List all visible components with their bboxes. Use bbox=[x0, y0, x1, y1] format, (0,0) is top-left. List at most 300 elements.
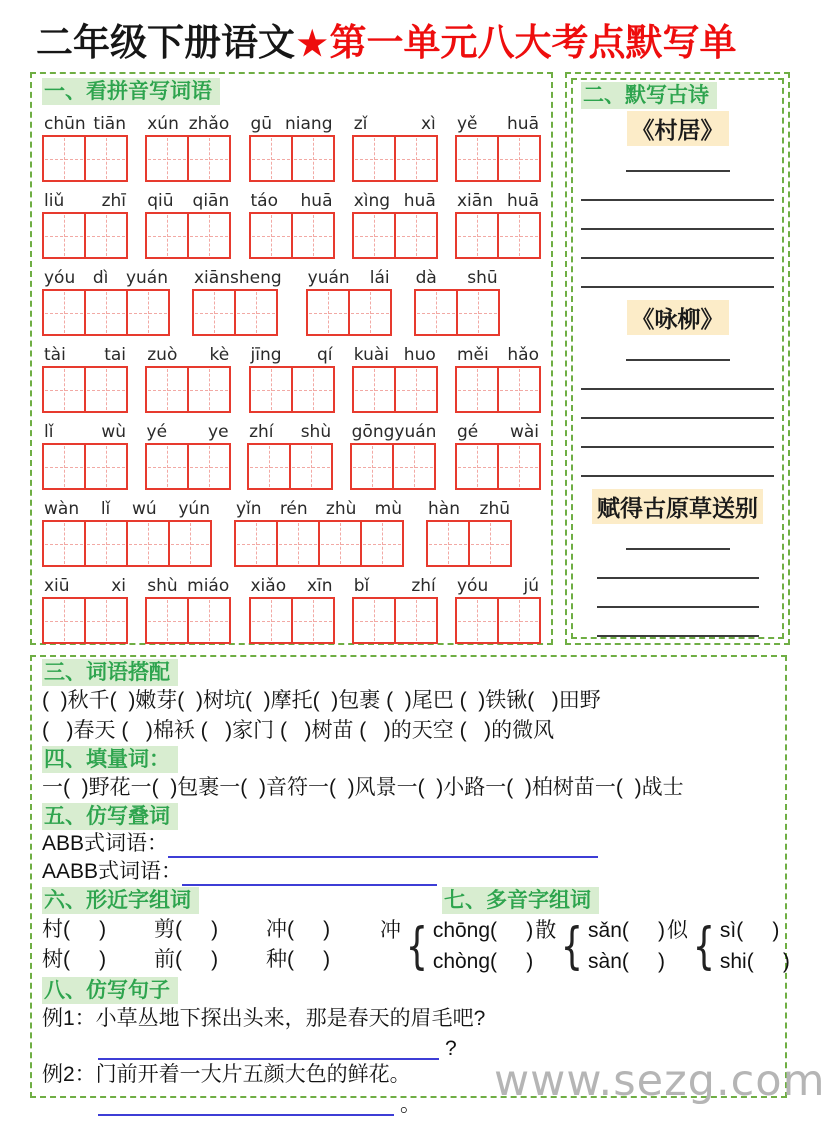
pinyin-syllable: zhí bbox=[411, 576, 436, 596]
writing-grid bbox=[352, 597, 438, 644]
poly-group bbox=[535, 915, 665, 977]
writing-grid-cell bbox=[499, 599, 539, 642]
poem-title-wrap bbox=[581, 489, 774, 524]
writing-grid bbox=[306, 289, 392, 336]
writing-grid-cell bbox=[396, 368, 436, 411]
pinyin-syllable: yě bbox=[457, 114, 478, 134]
writing-grid-cell bbox=[86, 137, 126, 180]
writing-grid-cell bbox=[396, 599, 436, 642]
writing-grid bbox=[145, 597, 231, 644]
poly-reading-line: chōng( ) bbox=[432, 919, 534, 942]
pinyin-word-group bbox=[42, 420, 128, 490]
matching-section-heading: 三、词语搭配 bbox=[42, 659, 178, 686]
pinyin-syllable: hǎo bbox=[507, 345, 539, 365]
writing-grid-cell bbox=[86, 599, 126, 642]
writing-grid bbox=[350, 443, 436, 490]
watermark: www.sezg.com bbox=[494, 1056, 825, 1106]
pinyin-syllable: bǐ bbox=[353, 576, 370, 596]
writing-grid bbox=[42, 135, 128, 182]
pinyin-syllable: xìng bbox=[353, 191, 391, 211]
redup-item bbox=[42, 830, 775, 858]
writing-grid bbox=[247, 443, 333, 490]
pinyin-syllable: qí bbox=[316, 345, 333, 365]
writing-grid-cell bbox=[362, 522, 402, 565]
pinyin-text bbox=[249, 574, 335, 596]
pinyin-syllable: zhù bbox=[325, 499, 357, 519]
writing-grid bbox=[249, 135, 335, 182]
pinyin-syllable: yún bbox=[178, 499, 210, 519]
measure-lines bbox=[42, 773, 775, 803]
pinyin-text bbox=[145, 112, 231, 134]
pinyin-syllable: xiǎo bbox=[250, 576, 287, 596]
pinyin-text bbox=[352, 343, 438, 365]
similar-char-row bbox=[42, 915, 378, 945]
pinyin-syllable: jú bbox=[523, 576, 539, 596]
redup-label: ABB式词语： bbox=[42, 832, 169, 855]
writing-grid-cell bbox=[86, 291, 128, 334]
redup-blank-line bbox=[168, 836, 598, 858]
writing-grid-cell bbox=[320, 522, 362, 565]
pinyin-syllable: tai bbox=[104, 345, 126, 365]
writing-grid-cell bbox=[457, 214, 499, 257]
pinyin-word-group bbox=[306, 266, 392, 336]
writing-grid-cell bbox=[293, 599, 333, 642]
poly-section-heading: 七、多音字组词 bbox=[442, 887, 599, 914]
star-icon: ★ bbox=[297, 26, 328, 63]
writing-grid-cell bbox=[44, 445, 86, 488]
writing-grid bbox=[42, 212, 128, 259]
pinyin-word-group bbox=[249, 112, 335, 182]
writing-grid-cell bbox=[457, 599, 499, 642]
writing-grid-cell bbox=[189, 445, 229, 488]
pinyin-text bbox=[42, 497, 212, 519]
pinyin-syllable: gōng bbox=[351, 422, 395, 442]
writing-grid-cell bbox=[350, 291, 390, 334]
pinyin-syllable: měi bbox=[457, 345, 489, 365]
pinyin-text bbox=[249, 189, 335, 211]
similar-poly-body bbox=[42, 915, 790, 977]
writing-grid-cell bbox=[291, 445, 331, 488]
pinyin-syllable: jīng bbox=[250, 345, 282, 365]
poly-readings bbox=[433, 915, 533, 977]
pinyin-syllable: huā bbox=[507, 114, 539, 134]
poly-group bbox=[380, 915, 533, 977]
page-title-grade: 二年级下册语文 bbox=[36, 23, 295, 64]
similar-poly-headings bbox=[42, 887, 775, 915]
sentence-section-heading: 八、仿写句子 bbox=[42, 977, 178, 1004]
writing-grid bbox=[145, 443, 231, 490]
pinyin-syllable: rén bbox=[279, 499, 308, 519]
similar-section-heading: 六、形近字组词 bbox=[42, 887, 199, 914]
writing-grid-cell bbox=[236, 522, 278, 565]
pinyin-syllable: zhī bbox=[101, 191, 126, 211]
pinyin-word-group bbox=[352, 343, 438, 413]
poem-answer-line bbox=[597, 550, 759, 579]
pinyin-row bbox=[42, 112, 541, 182]
pinyin-word-group bbox=[42, 189, 128, 259]
pinyin-rows bbox=[42, 112, 541, 644]
pinyin-text bbox=[249, 112, 335, 134]
writing-grid bbox=[455, 212, 541, 259]
writing-grid-cell bbox=[251, 214, 293, 257]
pinyin-syllable: kuài bbox=[353, 345, 389, 365]
pinyin-syllable: shù bbox=[300, 422, 332, 442]
pinyin-syllable: zuò bbox=[147, 345, 178, 365]
pinyin-syllable: wù bbox=[101, 422, 126, 442]
poly-character: 似 bbox=[667, 919, 689, 942]
poem-answer-line bbox=[581, 448, 774, 477]
page-title bbox=[36, 12, 736, 66]
pinyin-text bbox=[42, 343, 128, 365]
sentence-end-mark: ? bbox=[445, 1037, 457, 1060]
pinyin-word-group bbox=[42, 574, 128, 644]
writing-grid-cell bbox=[499, 137, 539, 180]
writing-grid-cell bbox=[416, 291, 458, 334]
poly-reading-line: chòng( ) bbox=[432, 950, 534, 973]
brace-icon: { bbox=[560, 917, 584, 975]
poly-group bbox=[667, 915, 790, 977]
redup-label: AABB式词语： bbox=[42, 860, 183, 883]
pinyin-syllable: táo bbox=[250, 191, 278, 211]
writing-grid-cell bbox=[147, 599, 189, 642]
pinyin-syllable: dì bbox=[92, 268, 109, 288]
writing-grid-cell bbox=[278, 522, 320, 565]
writing-grid-cell bbox=[44, 599, 86, 642]
brace-icon: { bbox=[692, 917, 716, 975]
pinyin-text bbox=[42, 420, 128, 442]
pinyin-syllable: kè bbox=[209, 345, 230, 365]
pinyin-syllable: gé bbox=[456, 422, 479, 442]
pinyin-text bbox=[192, 266, 284, 288]
writing-grid-cell bbox=[128, 522, 170, 565]
pinyin-syllable: xì bbox=[420, 114, 436, 134]
page-title-unit: 第一单元八大考点默写单 bbox=[329, 23, 737, 64]
writing-grid bbox=[249, 212, 335, 259]
writing-grid-cell bbox=[396, 214, 436, 257]
poly-reading-line: shi( ) bbox=[719, 950, 790, 973]
writing-grid-cell bbox=[236, 291, 276, 334]
pinyin-text bbox=[426, 497, 512, 519]
similar-char-item: 树( ) bbox=[42, 948, 107, 971]
pinyin-syllable: lǐ bbox=[100, 499, 111, 519]
writing-grid-cell bbox=[251, 599, 293, 642]
similar-char-item: 剪( ) bbox=[154, 918, 219, 941]
pinyin-syllable: niang bbox=[285, 114, 333, 134]
writing-grid bbox=[249, 366, 335, 413]
poems-list bbox=[581, 111, 774, 666]
measure-section-heading: 四、填量词： bbox=[42, 746, 178, 773]
pinyin-text bbox=[249, 343, 335, 365]
pinyin-text bbox=[42, 266, 170, 288]
writing-grid-cell bbox=[44, 368, 86, 411]
pinyin-syllable: yǐn bbox=[236, 499, 262, 519]
pinyin-word-group bbox=[42, 112, 128, 182]
pinyin-syllable: wàn bbox=[44, 499, 80, 519]
poly-readings bbox=[588, 915, 665, 977]
writing-grid-cell bbox=[308, 291, 350, 334]
pinyin-word-group bbox=[352, 574, 438, 644]
similar-char-item: 前( ) bbox=[154, 948, 219, 971]
pinyin-text bbox=[350, 420, 439, 442]
poly-char-groups bbox=[380, 915, 792, 977]
pinyin-word-group bbox=[350, 420, 439, 490]
writing-grid-cell bbox=[86, 214, 126, 257]
pinyin-text bbox=[42, 189, 128, 211]
writing-grid bbox=[455, 366, 541, 413]
writing-grid-cell bbox=[189, 137, 229, 180]
poem-title-wrap bbox=[581, 300, 774, 335]
writing-grid-cell bbox=[44, 522, 86, 565]
pinyin-word-group bbox=[249, 189, 335, 259]
pinyin-word-group bbox=[247, 420, 333, 490]
writing-grid-cell bbox=[170, 522, 210, 565]
pinyin-syllable: huā bbox=[507, 191, 539, 211]
pinyin-syllable: yé bbox=[146, 422, 168, 442]
writing-grid-cell bbox=[470, 522, 510, 565]
pinyin-text bbox=[145, 420, 231, 442]
sentence-example-text: 例1：小草丛地下探出头来，那是春天的眉毛吧? bbox=[42, 1007, 486, 1030]
pinyin-text bbox=[145, 189, 231, 211]
writing-grid-cell bbox=[293, 368, 333, 411]
writing-grid bbox=[352, 212, 438, 259]
matching-line: ( )春天 ( )棉袄 ( )家门 ( )树苗 ( )的天空 ( )的微风 bbox=[42, 719, 555, 742]
pinyin-syllable: miáo bbox=[187, 576, 230, 596]
pinyin-word-group bbox=[352, 112, 438, 182]
pinyin-text bbox=[352, 112, 438, 134]
bottom-sections bbox=[30, 655, 790, 1116]
pinyin-syllable: xiū bbox=[44, 576, 70, 596]
pinyin-word-group bbox=[455, 420, 541, 490]
pinyin-syllable: wài bbox=[509, 422, 539, 442]
pinyin-text bbox=[455, 420, 541, 442]
pinyin-syllable: hàn bbox=[428, 499, 460, 519]
poem-author-line bbox=[626, 345, 730, 361]
writing-grid-cell bbox=[194, 291, 236, 334]
pinyin-syllable: mù bbox=[374, 499, 402, 519]
poly-reading-line: sì( ) bbox=[719, 919, 780, 942]
pinyin-word-group bbox=[145, 420, 231, 490]
writing-grid bbox=[145, 366, 231, 413]
pinyin-word-group bbox=[455, 574, 541, 644]
writing-grid-cell bbox=[86, 445, 126, 488]
writing-grid-cell bbox=[293, 137, 333, 180]
writing-grid-cell bbox=[189, 368, 229, 411]
poem-answer-line bbox=[597, 579, 759, 608]
pinyin-word-group bbox=[352, 189, 438, 259]
pinyin-row bbox=[42, 420, 541, 490]
poems-section bbox=[565, 72, 790, 645]
pinyin-syllable: yuán bbox=[394, 422, 437, 442]
similar-char-item: 村( ) bbox=[42, 918, 107, 941]
poly-reading-line: sàn( ) bbox=[588, 950, 666, 973]
writing-grid bbox=[234, 520, 404, 567]
sentence-example-text: 例2：门前开着一大片五颜大色的鲜花。 bbox=[42, 1063, 411, 1086]
writing-grid-cell bbox=[189, 214, 229, 257]
brace-icon: { bbox=[405, 917, 429, 975]
matching-line: ( )秋千( )嫩芽( )树坑( )摩托( )包裹 ( )尾巴 ( )铁锹( )田野 bbox=[42, 689, 601, 712]
pinyin-syllable: gū bbox=[250, 114, 273, 134]
writing-grid-cell bbox=[499, 214, 539, 257]
writing-grid-cell bbox=[147, 214, 189, 257]
poem-answer-line bbox=[581, 361, 774, 390]
pinyin-word-group bbox=[234, 497, 404, 567]
writing-grid-cell bbox=[128, 291, 168, 334]
pinyin-word-group bbox=[414, 266, 500, 336]
poem-answer-line bbox=[581, 390, 774, 419]
pinyin-syllable: qiū bbox=[147, 191, 174, 211]
writing-grid bbox=[42, 520, 212, 567]
writing-grid bbox=[455, 443, 541, 490]
writing-grid bbox=[249, 597, 335, 644]
writing-grid bbox=[455, 597, 541, 644]
writing-grid bbox=[414, 289, 500, 336]
pinyin-syllable: yuán bbox=[125, 268, 168, 288]
pinyin-word-group bbox=[426, 497, 512, 567]
writing-grid bbox=[42, 289, 170, 336]
similar-char-item: 种( ) bbox=[266, 948, 331, 971]
pinyin-syllable: zhí bbox=[249, 422, 274, 442]
pinyin-syllable: huā bbox=[300, 191, 333, 211]
poems-inner-frame bbox=[571, 78, 784, 639]
pinyin-text bbox=[455, 574, 541, 596]
pinyin-text bbox=[414, 266, 500, 288]
pinyin-row bbox=[42, 574, 541, 644]
pinyin-syllable: xún bbox=[147, 114, 179, 134]
poem-author-line bbox=[626, 534, 730, 550]
writing-grid bbox=[352, 366, 438, 413]
poly-character: 冲 bbox=[380, 919, 401, 942]
pinyin-row bbox=[42, 497, 541, 567]
pinyin-syllable: dà bbox=[415, 268, 437, 288]
writing-grid-cell bbox=[354, 214, 396, 257]
poem-answer-line bbox=[581, 259, 774, 288]
pinyin-syllable: zhū bbox=[479, 499, 510, 519]
pinyin-syllable: yóu bbox=[457, 576, 489, 596]
writing-grid bbox=[455, 135, 541, 182]
redup-list bbox=[42, 830, 775, 886]
writing-grid-cell bbox=[499, 368, 539, 411]
poem-answer-line bbox=[581, 230, 774, 259]
pinyin-syllable: lái bbox=[369, 268, 390, 288]
writing-grid-cell bbox=[147, 137, 189, 180]
poem-title: 赋得古原草送别 bbox=[592, 489, 763, 524]
sentence-blank-line bbox=[98, 1092, 394, 1116]
writing-grid-cell bbox=[147, 368, 189, 411]
pinyin-syllable: liǔ bbox=[44, 191, 65, 211]
poly-character: 散 bbox=[535, 919, 557, 942]
pinyin-word-group bbox=[145, 343, 231, 413]
writing-grid-cell bbox=[352, 445, 394, 488]
pinyin-word-group bbox=[145, 112, 231, 182]
pinyin-text bbox=[42, 112, 128, 134]
writing-grid bbox=[192, 289, 278, 336]
writing-grid-cell bbox=[428, 522, 470, 565]
writing-grid-cell bbox=[44, 291, 86, 334]
pinyin-syllable: huo bbox=[403, 345, 436, 365]
writing-grid-cell bbox=[86, 368, 126, 411]
pinyin-word-group bbox=[145, 574, 231, 644]
writing-grid bbox=[145, 212, 231, 259]
poem-answer-line bbox=[581, 172, 774, 201]
redup-blank-line bbox=[182, 864, 437, 886]
writing-grid-cell bbox=[457, 368, 499, 411]
pinyin-syllable: sheng bbox=[229, 268, 282, 288]
pinyin-text bbox=[306, 266, 392, 288]
pinyin-syllable: wú bbox=[131, 499, 157, 519]
pinyin-row bbox=[42, 266, 541, 336]
writing-grid-cell bbox=[44, 137, 86, 180]
pinyin-text bbox=[352, 574, 438, 596]
writing-grid-cell bbox=[44, 214, 86, 257]
pinyin-text bbox=[145, 574, 231, 596]
poly-reading-line: sǎn( ) bbox=[588, 919, 666, 942]
pinyin-word-group bbox=[455, 343, 541, 413]
poem-title: 《村居》 bbox=[627, 111, 729, 146]
pinyin-syllable: xiān bbox=[457, 191, 493, 211]
pinyin-syllable: ye bbox=[208, 422, 229, 442]
pinyin-syllable: chūn bbox=[44, 114, 86, 134]
writing-grid-cell bbox=[499, 445, 539, 488]
writing-grid bbox=[42, 443, 128, 490]
writing-grid bbox=[42, 366, 128, 413]
pinyin-syllable: xiān bbox=[194, 268, 230, 288]
writing-grid-cell bbox=[147, 445, 189, 488]
redup-item bbox=[42, 858, 775, 886]
pinyin-syllable: tài bbox=[44, 345, 66, 365]
pinyin-syllable: yóu bbox=[44, 268, 76, 288]
writing-grid-cell bbox=[354, 599, 396, 642]
writing-grid bbox=[426, 520, 512, 567]
poem-title: 《咏柳》 bbox=[627, 300, 729, 335]
writing-grid-cell bbox=[457, 137, 499, 180]
pinyin-section-heading: 一、看拼音写词语 bbox=[42, 78, 220, 105]
writing-grid-cell bbox=[293, 214, 333, 257]
writing-grid-cell bbox=[457, 445, 499, 488]
writing-grid-cell bbox=[394, 445, 434, 488]
pinyin-syllable: zǐ bbox=[353, 114, 368, 134]
poem-author-line bbox=[626, 156, 730, 172]
pinyin-text bbox=[145, 343, 231, 365]
writing-grid-cell bbox=[458, 291, 498, 334]
writing-grid-cell bbox=[251, 137, 293, 180]
pinyin-syllable: tiān bbox=[93, 114, 126, 134]
similar-char-row bbox=[42, 945, 378, 975]
sentence-end-mark: 。 bbox=[400, 1093, 421, 1116]
writing-grid bbox=[145, 135, 231, 182]
pinyin-word-group bbox=[145, 189, 231, 259]
pinyin-syllable: xīn bbox=[306, 576, 333, 596]
writing-grid-cell bbox=[354, 137, 396, 180]
similar-char-item: 冲( ) bbox=[266, 918, 331, 941]
pinyin-syllable: huā bbox=[403, 191, 436, 211]
pinyin-word-group bbox=[249, 343, 335, 413]
pinyin-word-group bbox=[192, 266, 284, 336]
pinyin-row bbox=[42, 343, 541, 413]
pinyin-syllable: shù bbox=[147, 576, 178, 596]
matching-lines bbox=[42, 686, 775, 746]
writing-grid-cell bbox=[354, 368, 396, 411]
pinyin-row bbox=[42, 189, 541, 259]
pinyin-section bbox=[30, 72, 553, 645]
pinyin-text bbox=[455, 189, 541, 211]
writing-grid-cell bbox=[189, 599, 229, 642]
writing-grid bbox=[352, 135, 438, 182]
pinyin-syllable: lǐ bbox=[44, 422, 54, 442]
poem-answer-line bbox=[581, 419, 774, 448]
similar-char-pairs bbox=[42, 915, 378, 975]
pinyin-syllable: zhǎo bbox=[188, 114, 230, 134]
writing-grid-cell bbox=[249, 445, 291, 488]
